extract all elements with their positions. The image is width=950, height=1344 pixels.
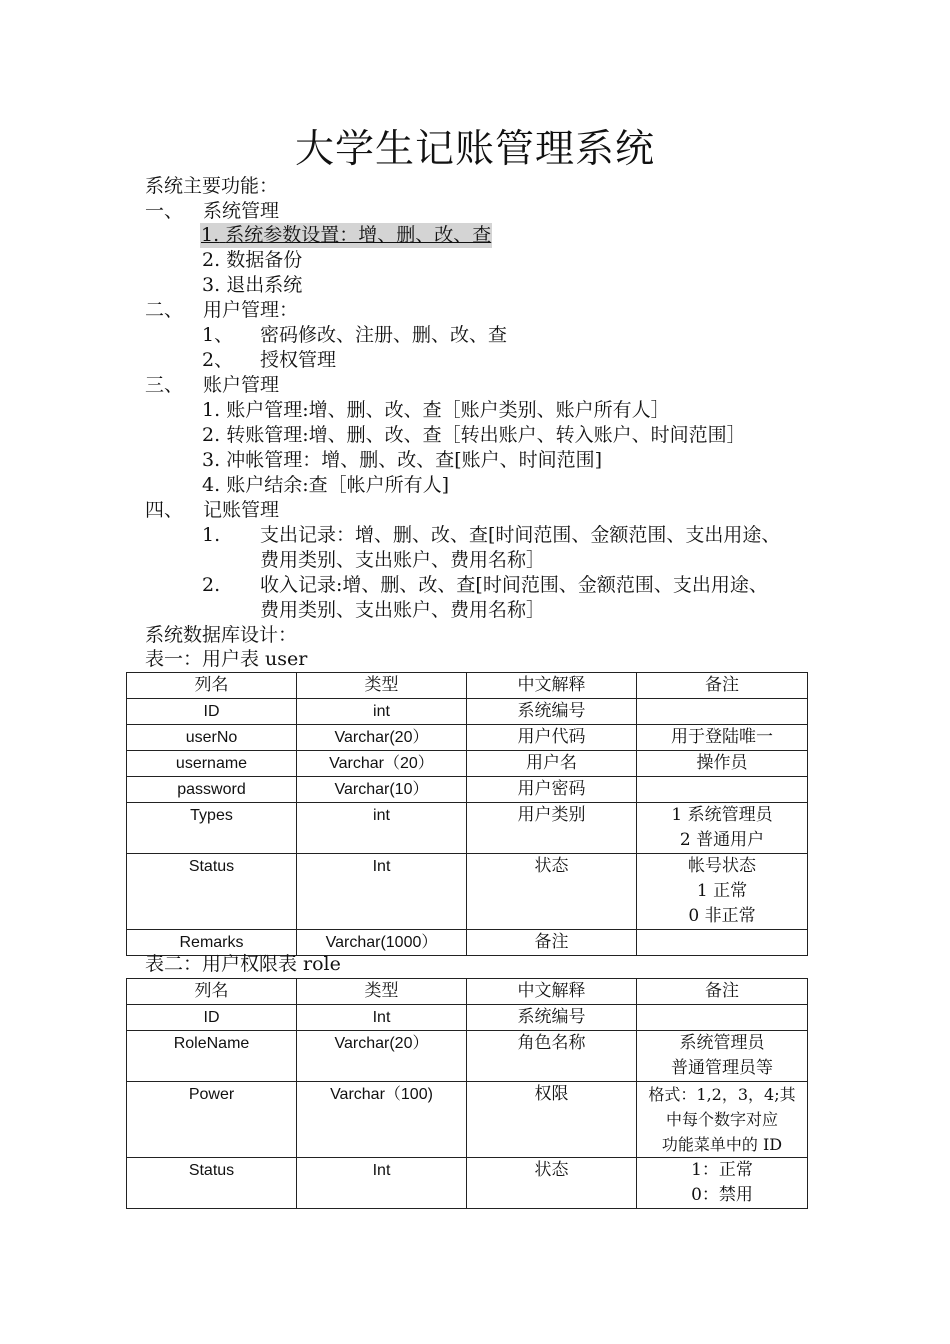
list-item-number: 2. — [202, 574, 221, 596]
cell-column-name: password — [127, 777, 297, 803]
table-row — [127, 854, 808, 930]
note-line: 1 系统管理员 — [671, 805, 773, 825]
list-item-number: 2、 — [202, 349, 234, 371]
section-title: 账户管理 — [203, 374, 280, 396]
note-line: 帐号状态 — [688, 856, 756, 876]
cell-column-name: ID — [127, 1005, 297, 1031]
list-item-number: 3. — [202, 449, 221, 471]
list-item-text: 账户管理:增、删、改、查［账户类别、账户所有人］ — [226, 399, 670, 421]
list-item-text: 冲帐管理：增、删、改、查[账户、时间范围] — [226, 449, 603, 471]
note-line: 2 普通用户 — [679, 830, 765, 850]
cell-notes — [637, 725, 808, 751]
cell-description: 状态 — [467, 1158, 637, 1209]
list-item-number: 1. — [202, 524, 221, 546]
cell-type: Int — [297, 1005, 467, 1031]
column-header: 列名 — [127, 979, 297, 1005]
column-header: 中文解释 — [467, 979, 637, 1005]
list-item-text: 账户结余:查［帐户所有人] — [226, 474, 450, 496]
list-item-number: 1、 — [202, 324, 234, 346]
column-header: 类型 — [297, 673, 467, 699]
table-caption: 表二：用户权限表 role — [145, 953, 341, 975]
list-item-number: 1. — [201, 224, 220, 246]
table-row — [127, 1031, 808, 1082]
cell-description: 用户类别 — [467, 803, 637, 854]
cell-column-name: Status — [127, 854, 297, 930]
cell-notes — [637, 1082, 808, 1158]
cell-notes — [637, 854, 808, 930]
cell-notes — [637, 803, 808, 854]
table-row — [127, 1082, 808, 1158]
cell-notes — [637, 1031, 808, 1082]
list-item-text-line1: 收入记录:增、删、改、查[时间范围、金额范围、支出用途、 — [260, 574, 768, 596]
cell-type: Varchar(10） — [297, 777, 467, 803]
list-item-text: 退出系统 — [226, 274, 303, 296]
cell-notes — [637, 777, 808, 803]
list-item-number: 4. — [202, 474, 221, 496]
list-item-text: 系统参数设置：增、删、改、查 — [225, 224, 492, 246]
list-item-text: 密码修改、注册、删、改、查 — [260, 324, 508, 346]
note-line: 用于登陆唯一 — [671, 727, 773, 747]
cell-column-name: Types — [127, 803, 297, 854]
section-marker: 二、 — [145, 299, 184, 321]
cell-type: Varchar（20） — [297, 751, 467, 777]
cell-type: Varchar（100) — [297, 1082, 467, 1158]
note-line: 格式：1,2，3，4;其 — [648, 1085, 796, 1104]
list-item-text-line2: 费用类别、支出账户、费用名称］ — [260, 599, 546, 621]
note-line: 系统管理员 — [679, 1033, 765, 1053]
list-item-text-line1: 支出记录：增、删、改、查[时间范围、金额范围、支出用途、 — [260, 524, 781, 546]
table-row — [127, 1158, 808, 1209]
list-item-number: 2. — [202, 424, 221, 446]
note-line: 0 非正常 — [688, 906, 756, 926]
table-row — [127, 1005, 808, 1031]
cell-type: Varchar(1000） — [297, 930, 467, 956]
cell-description: 备注 — [467, 930, 637, 956]
cell-type: Int — [297, 854, 467, 930]
section-title: 记账管理 — [203, 499, 280, 521]
cell-column-name: username — [127, 751, 297, 777]
table-row — [127, 699, 808, 725]
note-line: 普通管理员等 — [671, 1058, 773, 1078]
list-item-text: 授权管理 — [260, 349, 337, 371]
cell-description: 系统编号 — [467, 699, 637, 725]
table-row — [127, 751, 808, 777]
user-table — [126, 672, 808, 956]
list-item — [202, 448, 602, 473]
list-item-number: 3. — [202, 274, 221, 296]
cell-notes — [637, 1158, 808, 1209]
cell-column-name: Status — [127, 1158, 297, 1209]
column-header: 备注 — [637, 673, 808, 699]
cell-column-name: Remarks — [127, 930, 297, 956]
list-item-text-line2: 费用类别、支出账户、费用名称］ — [260, 549, 546, 571]
db-heading: 系统数据库设计： — [145, 624, 298, 646]
list-item — [202, 398, 670, 423]
note-line: 0：禁用 — [691, 1185, 753, 1205]
cell-type: Varchar(20） — [297, 725, 467, 751]
cell-description: 系统编号 — [467, 1005, 637, 1031]
note-line: 操作员 — [696, 753, 748, 773]
cell-column-name: ID — [127, 699, 297, 725]
column-header: 类型 — [297, 979, 467, 1005]
cell-description: 用户名 — [467, 751, 637, 777]
list-item — [202, 423, 746, 448]
cell-column-name: Power — [127, 1082, 297, 1158]
list-item-highlighted — [200, 223, 492, 248]
list-item-number: 2. — [202, 249, 221, 271]
cell-column-name: RoleName — [127, 1031, 297, 1082]
cell-description: 用户代码 — [467, 725, 637, 751]
cell-column-name: userNo — [127, 725, 297, 751]
features-heading: 系统主要功能： — [145, 175, 279, 197]
table-row — [127, 803, 808, 854]
table-caption: 表一：用户表 user — [145, 648, 308, 670]
note-line: 1 正常 — [696, 881, 748, 901]
cell-notes — [637, 930, 808, 956]
section-marker: 三、 — [145, 374, 184, 396]
role-table — [126, 978, 808, 1209]
cell-type: Int — [297, 1158, 467, 1209]
list-item — [202, 273, 302, 298]
note-line: 1：正常 — [691, 1160, 753, 1180]
section-title: 系统管理 — [203, 200, 280, 222]
list-item-text: 转账管理:增、删、改、查［转出账户、转入账户、时间范围］ — [226, 424, 746, 446]
cell-description: 权限 — [467, 1082, 637, 1158]
list-item — [202, 473, 449, 498]
list-item-number: 1. — [202, 399, 221, 421]
table-header-row — [127, 979, 808, 1005]
column-header: 备注 — [637, 979, 808, 1005]
cell-notes — [637, 699, 808, 725]
section-title: 用户管理： — [203, 299, 299, 321]
document-title: 大学生记账管理系统 — [294, 127, 655, 172]
table-row — [127, 777, 808, 803]
cell-notes — [637, 1005, 808, 1031]
cell-description: 状态 — [467, 854, 637, 930]
cell-notes — [637, 751, 808, 777]
cell-description: 角色名称 — [467, 1031, 637, 1082]
note-line: 中每个数字对应 — [665, 1110, 778, 1129]
cell-type: int — [297, 699, 467, 725]
cell-type: Varchar(20） — [297, 1031, 467, 1082]
cell-description: 用户密码 — [467, 777, 637, 803]
section-marker: 四、 — [145, 499, 184, 521]
section-marker: 一、 — [145, 200, 184, 222]
list-item-text: 数据备份 — [226, 249, 303, 271]
note-line: 功能菜单中的 ID — [661, 1135, 783, 1154]
list-item — [202, 248, 302, 273]
cell-type: int — [297, 803, 467, 854]
column-header: 中文解释 — [467, 673, 637, 699]
column-header: 列名 — [127, 673, 297, 699]
table-row — [127, 725, 808, 751]
table-header-row — [127, 673, 808, 699]
